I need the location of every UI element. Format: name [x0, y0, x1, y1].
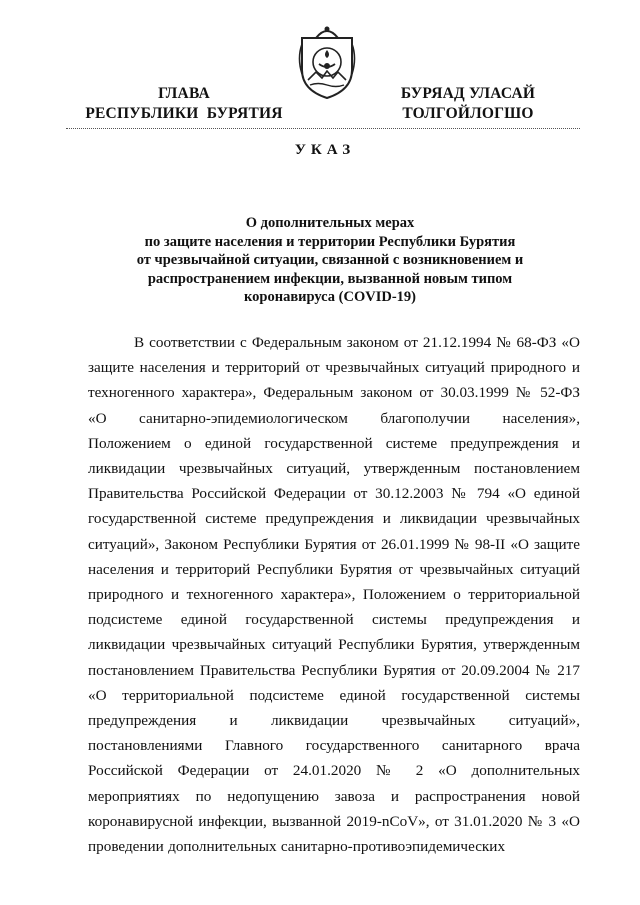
- document-type: УКАЗ: [294, 142, 356, 158]
- coat-of-arms-icon: [296, 24, 358, 100]
- body-paragraph: В соответствии с Федеральным законом от 21.12.1994 № 68-ФЗ «О защите населения и территорий от чрезвычайных ситуаций природного и техногенного характера», Федеральным законом от 30.03.1999 № 52-ФЗ «О санитарно-эпидемиологическом благополучии населения», Положением о единой государственной системе предупреждения и ликвидации чрезвычайных ситуаций, утвержденным постановлением Правительства Российской Федерации от 30.12.2003 № 794 «О единой государственной системе предупреждения и ликвидации чрезвычайных ситуаций», Законом Республики Бурятия от 26.01.1999 № 98-II «О защите населения и территорий Республики Бурятия от чрезвычайных ситуаций природного и техногенного характера», Положением о территориальной подсистеме единой государственной системы предупреждения и ликвидации чрезвычайных ситуаций Республики Бурятия, утвержденным постановлением Правительства Республики Бурятия от 20.09.2004 № 217 «О территориальной подсистеме единой государственной системы предупреждения и ликвидации чрезвычайных ситуаций», постановлениями Главного государственного санитарного врача Российской Федерации от 24.01.2020 № 2 «О дополнительных мероприятиях по недопущению завоза и распространения новой коронавирусной инфекции, вызванной 2019-nCoV», от 31.01.2020 № 3 «О проведении дополнительных санитарно-противоэпидемических: [88, 334, 580, 856]
- header-right: [358, 84, 578, 124]
- header-divider: [66, 128, 580, 129]
- header-right-line1: БУРЯАД УЛАСАЙ: [400, 85, 536, 102]
- header-left-line1: ГЛАВА: [158, 85, 210, 102]
- header-left: [74, 84, 294, 124]
- header-right-line2: ТОЛГОЙЛОГШО: [402, 105, 534, 122]
- document-title: [110, 214, 550, 307]
- title-line: О дополнительных мерах: [245, 215, 415, 231]
- title-line: по защите населения и территории Республики Бурятия: [144, 233, 516, 250]
- title-line: от чрезвычайной ситуации, связанной с возникновением и: [136, 252, 524, 268]
- title-line: распространением инфекции, вызванной новым типом: [147, 270, 513, 287]
- header-left-line2: РЕСПУБЛИКИ БУРЯТИЯ: [85, 105, 283, 122]
- title-line: коронавируса (COVID-19): [243, 289, 416, 305]
